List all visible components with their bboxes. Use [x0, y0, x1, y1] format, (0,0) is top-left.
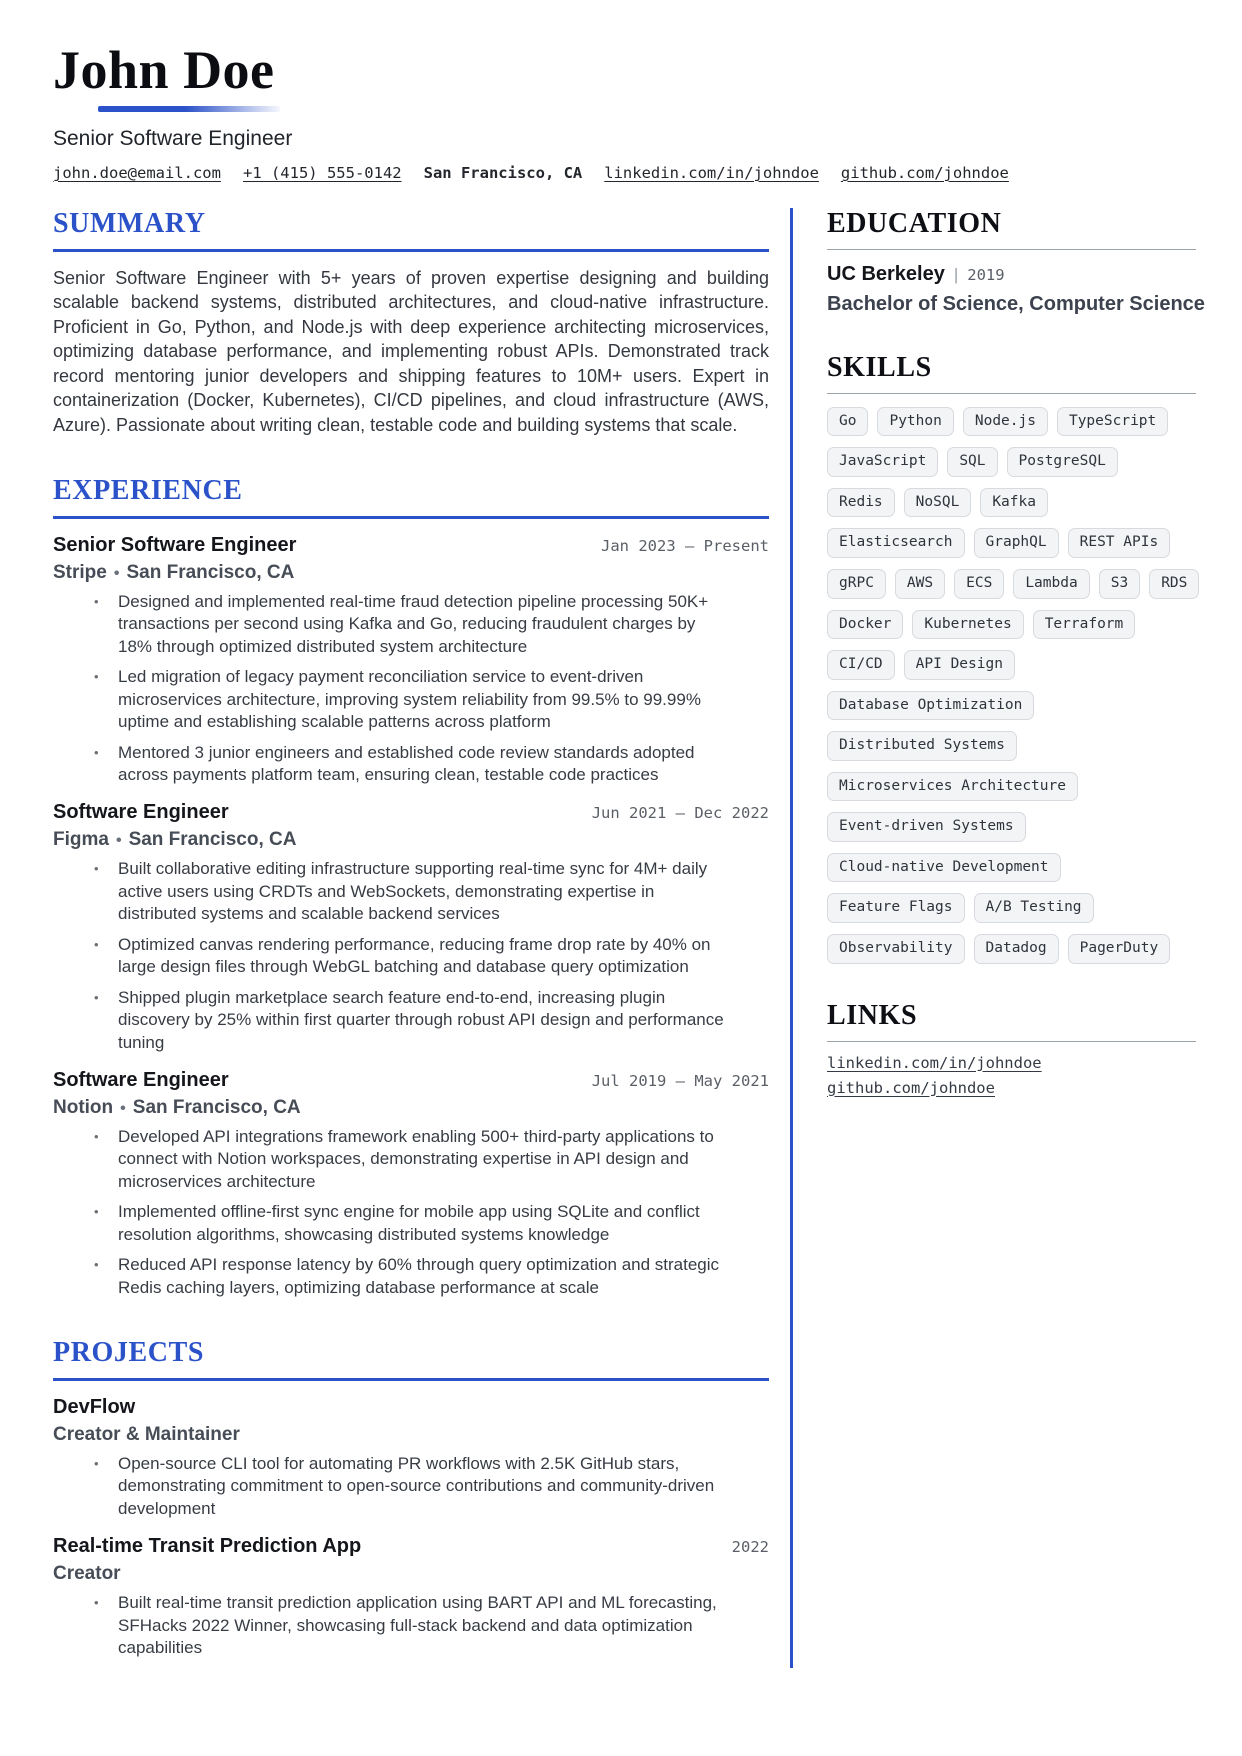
skill-chip: REST APIs: [1068, 528, 1171, 558]
bullet-text: Designed and implemented real-time fraud detection pipeline processing 50K+ transactions per second using Kafka and Go, reducing fraudulent charges by 18% through optimized distributed system architecture: [118, 591, 709, 656]
bullet-item: [53, 1254, 769, 1299]
skill-row: [827, 650, 1196, 680]
skill-chip: Docker: [827, 610, 903, 640]
project-name: Real-time Transit Prediction App: [53, 1535, 362, 1558]
bullet-text: Mentored 3 junior engineers and established code review standards adopted across payments platform team, ensuring clean, testable code practices: [118, 742, 695, 785]
profile-link[interactable]: github.com/johndoe: [827, 1078, 995, 1097]
profile-link[interactable]: linkedin.com/in/johndoe: [827, 1053, 1042, 1072]
skill-chip: A/B Testing: [974, 893, 1094, 923]
bullet-text: Built real-time transit prediction application using BART API and ML forecasting, SFHacks 2022 Winner, showcasing full-stack backend and data optimization capabilities: [118, 1593, 717, 1658]
experience-section: [53, 475, 769, 1299]
project-date: 2022: [731, 1538, 769, 1557]
bullet-dot-icon: •: [94, 669, 99, 685]
links-section: [827, 1000, 1196, 1097]
job-entry: [53, 1069, 769, 1299]
bullet-dot-icon: •: [94, 989, 99, 1005]
job-date: Jan 2023 – Present: [601, 536, 769, 555]
job-entry-bullets: [53, 591, 769, 787]
skill-chip: ECS: [954, 569, 1004, 599]
project-entry: [53, 1396, 769, 1520]
skill-chip: GraphQL: [974, 528, 1059, 558]
bullet-dot-icon: •: [94, 744, 99, 760]
job-entry-title-row: [53, 534, 769, 557]
skill-chip: PagerDuty: [1068, 934, 1171, 964]
job-company-location: Figma • San Francisco, CA: [53, 829, 297, 851]
job-title: Software Engineer: [53, 1068, 229, 1091]
skill-chip: Terraform: [1033, 610, 1136, 640]
skill-row: [827, 934, 1196, 964]
job-title: Senior Software Engineer: [53, 533, 297, 556]
skill-row: [827, 610, 1196, 640]
skill-chip: Datadog: [974, 934, 1059, 964]
name-heading: John Doe: [53, 40, 275, 100]
summary-section: [53, 208, 769, 437]
project-entry-bullets: [53, 1592, 769, 1659]
dot-separator: •: [115, 832, 122, 850]
bullet-text: Implemented offline-first sync engine for mobile app using SQLite and conflict resolution algorithms, showcasing distributed systems knowledge: [118, 1202, 700, 1244]
bullet-text: Developed API integrations framework enabling 500+ third-party applications to connect with Notion workspaces, demonstrating expertise in API design and microservices architecture: [118, 1126, 714, 1191]
links-list: [827, 1054, 1196, 1097]
bullet-dot-icon: •: [94, 593, 99, 609]
skill-chip: NoSQL: [904, 488, 972, 518]
dot-separator: •: [113, 564, 120, 582]
bullet-dot-icon: •: [94, 1128, 99, 1144]
bullet-item: [53, 858, 769, 925]
contact-row: [53, 164, 1196, 182]
bullet-dot-icon: •: [94, 861, 99, 877]
skill-row: [827, 407, 1196, 437]
skill-row: [827, 569, 1196, 599]
skill-row: [827, 853, 1196, 883]
skill-chip: CI/CD: [827, 650, 895, 680]
job-company-location: Notion • San Francisco, CA: [53, 1096, 301, 1118]
right-column: [827, 207, 1205, 1668]
left-column: [53, 208, 769, 1668]
skill-chip: Elasticsearch: [827, 528, 965, 558]
summary-heading: SUMMARY: [53, 208, 769, 252]
skill-chip: Node.js: [963, 407, 1048, 437]
contact-email[interactable]: john.doe@email.com: [53, 163, 221, 182]
two-column-layout: [53, 207, 1205, 1668]
contact-phone[interactable]: +1 (415) 555-0142: [242, 163, 402, 182]
project-entry-title-row: [53, 1535, 769, 1558]
bullet-item: [53, 666, 769, 733]
skill-chip: Feature Flags: [827, 893, 965, 923]
skill-chip: Cloud-native Development: [827, 853, 1061, 883]
skill-row: [827, 447, 1196, 477]
education-entry: [827, 263, 1196, 286]
skill-chip: Database Optimization: [827, 691, 1034, 721]
dot-separator: •: [120, 1099, 126, 1117]
skills-chip-area: [827, 407, 1196, 964]
bullet-dot-icon: •: [94, 1257, 99, 1273]
name-accent-bar: [98, 106, 280, 112]
bullet-text: Open-source CLI tool for automating PR workflows with 2.5K GitHub stars, demonstrating commitment to open-source contributions and community-driven development: [118, 1454, 715, 1518]
bullet-item: [53, 1126, 769, 1193]
bullet-dot-icon: •: [94, 936, 99, 952]
skill-chip: Microservices Architecture: [827, 772, 1078, 802]
skill-row: [827, 691, 1196, 721]
bullet-text: Optimized canvas rendering performance, reducing frame drop rate by 40% on large design files through WebGL batching and database query optimization: [118, 934, 711, 977]
job-date: Jul 2019 – May 2021: [591, 1071, 769, 1090]
skill-row: [827, 812, 1196, 842]
skills-heading: SKILLS: [827, 352, 1196, 394]
skills-section: [827, 352, 1196, 964]
job-entry-title-row: [53, 1069, 769, 1092]
education-section: [827, 207, 1205, 316]
skill-chip: JavaScript: [827, 447, 938, 477]
skill-chip: RDS: [1149, 569, 1199, 599]
bullet-text: Reduced API response latency by 60% through query optimization and strategic Redis caching layers, optimizing database performance at scale: [118, 1255, 720, 1297]
skill-chip: Event-driven Systems: [827, 812, 1026, 842]
skill-chip: S3: [1099, 569, 1140, 599]
bullet-dot-icon: •: [94, 1595, 99, 1611]
contact-link[interactable]: github.com/johndoe: [840, 163, 1009, 182]
resume-header: [53, 42, 1196, 182]
job-date: Jun 2021 – Dec 2022: [591, 804, 769, 823]
bullet-item: [53, 1453, 769, 1520]
contact-location: San Francisco, CA: [423, 163, 583, 182]
job-company-location: Stripe • San Francisco, CA: [53, 561, 295, 583]
bullet-item: [53, 1592, 769, 1659]
skill-chip: Kubernetes: [912, 610, 1023, 640]
bullet-item: [53, 1201, 769, 1246]
bullet-text: Led migration of legacy payment reconciliation service to event-driven microservices architecture, improving system reliability from 99.5% to 99.99% uptime and establishing scalable patterns across platform: [118, 667, 701, 732]
column-divider: [790, 208, 793, 1668]
skill-chip: Lambda: [1013, 569, 1089, 599]
job-entry-title-row: [53, 801, 769, 824]
job-title: Software Engineer: [53, 801, 229, 824]
projects-heading: PROJECTS: [53, 1337, 769, 1381]
projects-list: [53, 1396, 769, 1660]
skill-chip: SQL: [947, 447, 997, 477]
education-year: 2019: [967, 265, 1005, 284]
header-job-title: Senior Software Engineer: [53, 126, 293, 150]
skill-row: [827, 528, 1196, 558]
skill-chip: Go: [827, 407, 868, 437]
skill-chip: Python: [877, 407, 953, 437]
bullet-dot-icon: •: [94, 1456, 99, 1472]
contact-link[interactable]: linkedin.com/in/johndoe: [604, 163, 819, 182]
summary-text: Senior Software Engineer with 5+ years of proven expertise designing and building scalable backend systems, distributed architectures, and cloud-native infrastructure. Proficient in Go, Python, and Node.js with deep experience architecting microservices, optimizing database performance, and implementing robust APIs. Demonstrated track record mentoring junior developers and shipping features to 10M+ users. Expert in containerization (Docker, Kubernetes), CI/CD pipelines, and cloud infrastructure (AWS, Azure). Passionate about writing clean, testable code and building systems that scale.: [53, 267, 769, 435]
job-entry-bullets: [53, 858, 769, 1054]
skill-chip: Distributed Systems: [827, 731, 1017, 761]
skill-chip: TypeScript: [1057, 407, 1168, 437]
job-entry: [53, 534, 769, 787]
experience-heading: EXPERIENCE: [53, 475, 769, 519]
skill-chip: gRPC: [827, 569, 886, 599]
project-entry: [53, 1535, 769, 1659]
bullet-text: Built collaborative editing infrastructure supporting real-time sync for 4M+ daily active users using CRDTs and WebSockets, demonstrating expertise in distributed systems and scalable backend services: [118, 859, 708, 924]
links-heading: LINKS: [827, 1000, 1196, 1042]
education-degree: Bachelor of Science, Computer Science: [827, 292, 1205, 315]
skill-chip: Redis: [827, 488, 895, 518]
education-separator: |: [953, 264, 959, 284]
bullet-item: [53, 742, 769, 787]
skill-chip: Kafka: [980, 488, 1048, 518]
project-entry-bullets: [53, 1453, 769, 1520]
education-heading: EDUCATION: [827, 208, 1196, 250]
projects-section: [53, 1337, 769, 1660]
skill-row: [827, 893, 1196, 923]
project-name: DevFlow: [53, 1396, 136, 1419]
job-entry-bullets: [53, 1126, 769, 1299]
skill-row: [827, 488, 1196, 518]
skill-chip: Observability: [827, 934, 965, 964]
project-role: Creator & Maintainer: [53, 1424, 240, 1446]
skill-row: [827, 772, 1196, 802]
bullet-dot-icon: •: [94, 1204, 99, 1220]
bullet-text: Shipped plugin marketplace search feature end-to-end, increasing plugin discovery by 25% within first quarter through robust API design and performance tuning: [118, 987, 724, 1052]
bullet-item: [53, 934, 769, 979]
experience-list: [53, 534, 769, 1299]
education-school: UC Berkeley: [827, 262, 945, 285]
bullet-item: [53, 987, 769, 1054]
skill-chip: API Design: [904, 650, 1015, 680]
project-entry-title-row: [53, 1396, 769, 1419]
job-entry: [53, 801, 769, 1054]
skill-row: [827, 731, 1196, 761]
skill-chip: PostgreSQL: [1007, 447, 1118, 477]
bullet-item: [53, 591, 769, 658]
skill-chip: AWS: [895, 569, 945, 599]
project-role: Creator: [53, 1563, 121, 1585]
